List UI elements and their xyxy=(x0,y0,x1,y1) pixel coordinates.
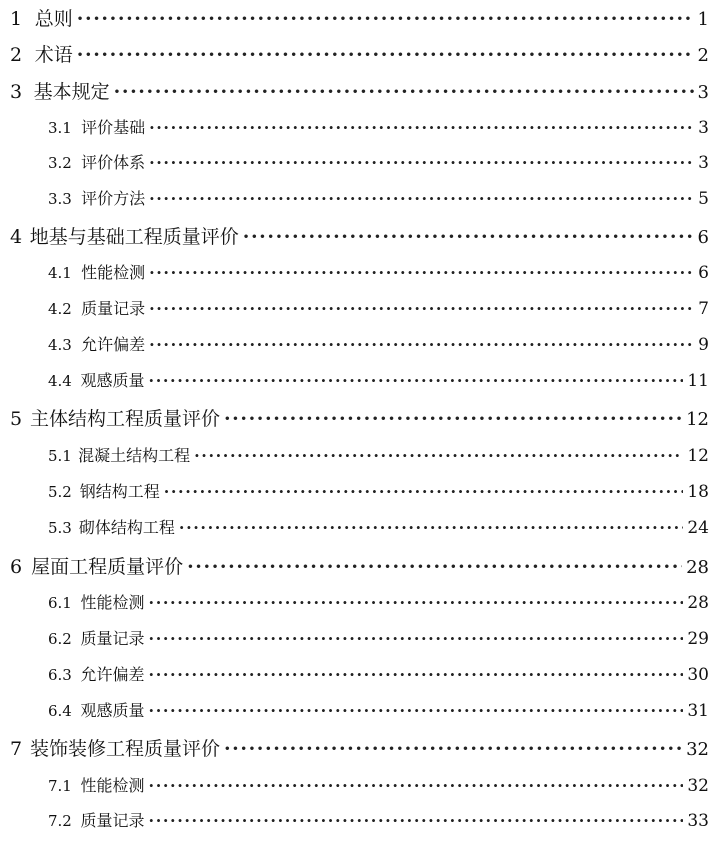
toc-dot-leader xyxy=(149,118,694,137)
toc-entry-number: 6.3 xyxy=(48,666,72,684)
toc-entry-number: 4.3 xyxy=(48,336,72,354)
toc-entry-page: 18 xyxy=(687,482,709,502)
toc-entry-number: 6 xyxy=(10,556,23,578)
toc-entry-title: 砌体结构工程 xyxy=(78,518,175,537)
toc-dot-leader xyxy=(149,811,684,830)
toc-entry-title: 性能检测 xyxy=(80,776,145,795)
toc-entry-number: 5.2 xyxy=(48,483,72,501)
toc-entry-title: 性能检测 xyxy=(80,593,145,612)
toc-entry-title: 基本规定 xyxy=(33,81,110,103)
toc-entry-chapter[interactable] xyxy=(0,404,721,442)
toc-entry-page: 6 xyxy=(697,227,709,248)
toc-dot-leader xyxy=(77,8,694,30)
toc-entry-number: 3.3 xyxy=(48,190,72,208)
toc-entry-section[interactable] xyxy=(0,186,721,221)
toc-dot-leader xyxy=(149,629,684,648)
toc-entry-page: 24 xyxy=(687,518,709,538)
toc-dot-leader xyxy=(187,556,682,578)
toc-entry-title: 混凝土结构工程 xyxy=(78,446,191,465)
toc-dot-leader xyxy=(149,776,684,795)
toc-entry-section[interactable] xyxy=(0,662,721,697)
toc-entry-chapter[interactable] xyxy=(0,552,721,590)
toc-entry-chapter[interactable] xyxy=(0,40,721,78)
toc-entry-title: 评价方法 xyxy=(81,189,146,208)
toc-entry-title: 地基与基础工程质量评价 xyxy=(29,226,239,248)
toc-entry-title: 观感质量 xyxy=(80,371,145,390)
toc-entry-title: 质量记录 xyxy=(81,299,146,318)
toc-entry-section[interactable] xyxy=(0,515,721,550)
toc-entry-section[interactable] xyxy=(0,115,721,150)
toc-entry-title: 允许偏差 xyxy=(81,335,146,354)
toc-entry-section[interactable] xyxy=(0,626,721,661)
toc-entry-section[interactable] xyxy=(0,443,721,478)
toc-entry-title: 评价体系 xyxy=(81,153,146,172)
toc-entry-page: 33 xyxy=(687,811,709,831)
toc-entry-number: 4 xyxy=(10,226,23,248)
toc-entry-page: 32 xyxy=(686,739,709,760)
toc-entry-number: 7.2 xyxy=(48,812,72,830)
toc-entry-chapter[interactable] xyxy=(0,4,721,42)
toc-entry-page: 6 xyxy=(698,263,709,283)
toc-entry-number: 3.1 xyxy=(48,119,72,137)
toc-entry-title: 观感质量 xyxy=(80,701,145,720)
toc-entry-chapter[interactable] xyxy=(0,222,721,260)
toc-entry-page: 32 xyxy=(687,776,709,796)
toc-entry-section[interactable] xyxy=(0,296,721,331)
toc-entry-section[interactable] xyxy=(0,698,721,733)
toc-entry-title: 性能检测 xyxy=(81,263,146,282)
toc-entry-number: 6.2 xyxy=(48,630,72,648)
toc-entry-page: 3 xyxy=(697,82,709,103)
toc-dot-leader xyxy=(149,371,684,390)
toc-dot-leader xyxy=(149,665,684,684)
toc-entry-page: 28 xyxy=(686,557,709,578)
toc-entry-chapter[interactable] xyxy=(0,734,721,772)
toc-entry-section[interactable] xyxy=(0,150,721,185)
toc-entry-title: 术语 xyxy=(34,44,73,66)
toc-entry-title: 屋面工程质量评价 xyxy=(31,556,184,578)
toc-entry-number: 3.2 xyxy=(48,154,72,172)
toc-dot-leader xyxy=(194,446,683,465)
toc-entry-number: 6.4 xyxy=(48,702,72,720)
toc-entry-section[interactable] xyxy=(0,332,721,367)
toc-entry-page: 3 xyxy=(698,118,709,138)
toc-dot-leader xyxy=(179,518,683,537)
toc-dot-leader xyxy=(164,482,684,501)
toc-dot-leader xyxy=(114,81,694,103)
toc-dot-leader xyxy=(149,189,694,208)
toc-dot-leader xyxy=(149,593,684,612)
toc-entry-number: 7 xyxy=(10,738,23,760)
toc-entry-number: 5.1 xyxy=(48,447,72,465)
toc-dot-leader xyxy=(224,738,682,760)
toc-entry-section[interactable] xyxy=(0,808,721,843)
toc-dot-leader xyxy=(149,335,694,354)
toc-entry-page: 5 xyxy=(698,189,709,209)
toc-entry-chapter[interactable] xyxy=(0,77,721,115)
toc-dot-leader xyxy=(224,408,682,430)
toc-entry-page: 3 xyxy=(698,153,709,173)
toc-entry-number: 5.3 xyxy=(48,519,72,537)
toc-entry-number: 7.1 xyxy=(48,777,72,795)
toc-entry-number: 1 xyxy=(10,8,23,30)
toc-dot-leader xyxy=(149,299,694,318)
toc-entry-number: 2 xyxy=(10,44,23,66)
toc-entry-page: 11 xyxy=(687,371,709,391)
toc-entry-page: 30 xyxy=(687,665,709,685)
toc-entry-page: 2 xyxy=(697,45,709,66)
toc-entry-title: 质量记录 xyxy=(80,629,145,648)
toc-dot-leader xyxy=(149,263,694,282)
toc-entry-section[interactable] xyxy=(0,773,721,808)
toc-entry-number: 5 xyxy=(10,408,23,430)
toc-entry-number: 3 xyxy=(10,81,23,103)
toc-entry-page: 9 xyxy=(698,335,709,355)
toc-entry-page: 28 xyxy=(687,593,709,613)
toc-entry-title: 装饰装修工程质量评价 xyxy=(29,738,220,760)
toc-entry-number: 6.1 xyxy=(48,594,72,612)
toc-entry-number: 4.4 xyxy=(48,372,72,390)
toc-entry-page: 29 xyxy=(687,629,709,649)
toc-entry-number: 4.1 xyxy=(48,264,72,282)
toc-dot-leader xyxy=(149,153,694,172)
toc-dot-leader xyxy=(77,44,694,66)
toc-entry-section[interactable] xyxy=(0,479,721,514)
toc-dot-leader xyxy=(243,226,694,248)
toc-entry-title: 主体结构工程质量评价 xyxy=(29,408,220,430)
toc-entry-page: 1 xyxy=(697,9,709,30)
toc-entry-section[interactable] xyxy=(0,590,721,625)
toc-entry-title: 评价基础 xyxy=(81,118,146,137)
toc-dot-leader xyxy=(149,701,684,720)
toc-entry-page: 12 xyxy=(687,446,709,466)
toc-entry-title: 总则 xyxy=(34,8,73,30)
toc-entry-page: 7 xyxy=(698,299,709,319)
toc-entry-number: 4.2 xyxy=(48,300,72,318)
toc-entry-section[interactable] xyxy=(0,368,721,403)
toc-entry-page: 31 xyxy=(687,701,709,721)
toc-entry-title: 钢结构工程 xyxy=(79,482,160,501)
toc-entry-title: 允许偏差 xyxy=(80,665,145,684)
toc-entry-title: 质量记录 xyxy=(80,811,145,830)
toc-entry-section[interactable] xyxy=(0,260,721,295)
toc-entry-page: 12 xyxy=(686,409,709,430)
